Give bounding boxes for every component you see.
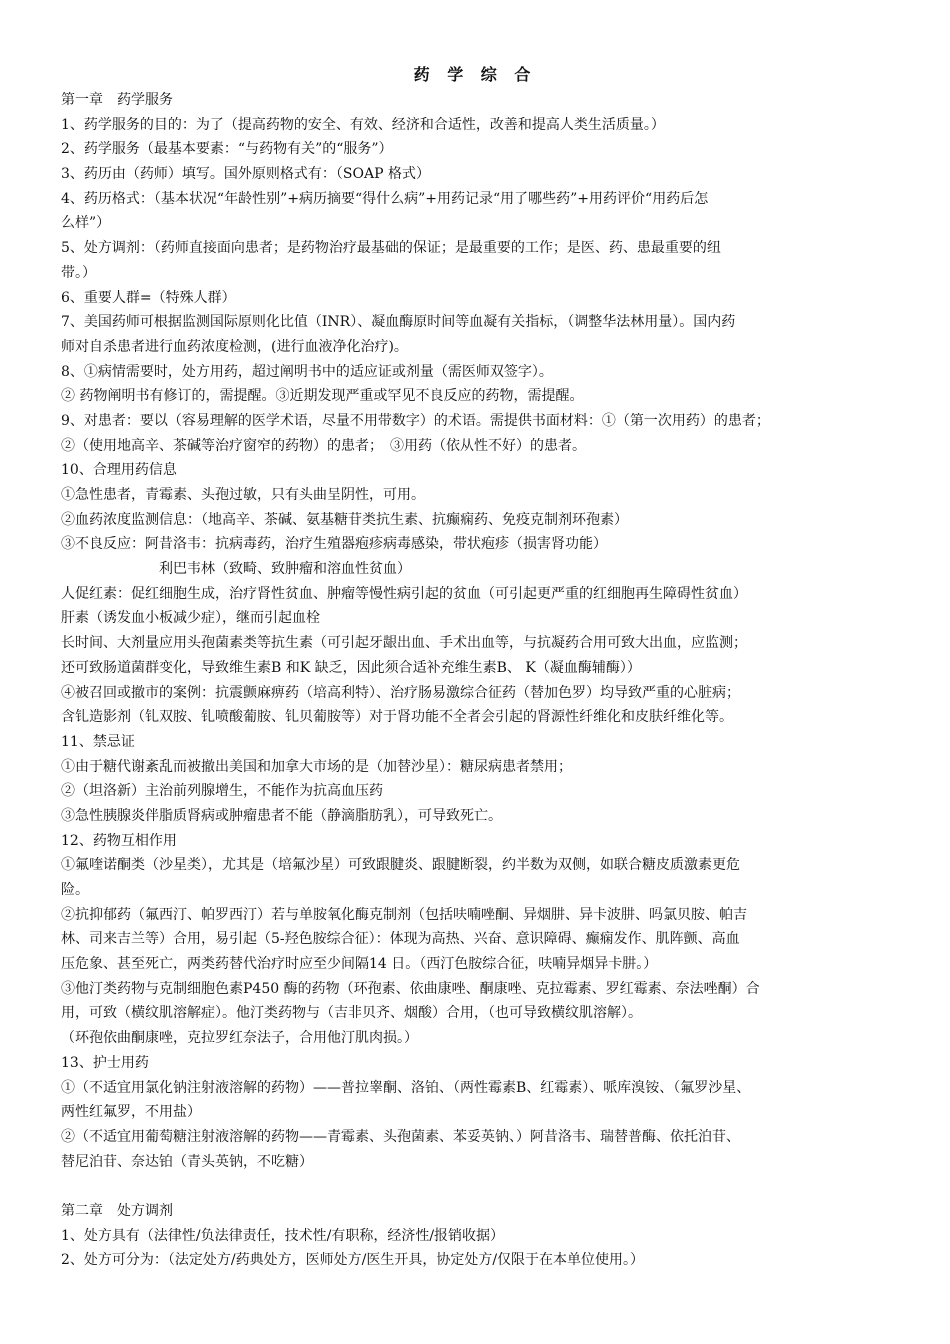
text-line: 第一章 药学服务 [61,92,173,108]
text-line: 10、合理用药信息 [61,462,177,479]
text-line: 2、处方可分为：（法定处方/药典处方，医师处方/医生开具，协定处方/仅限于在本单位使用。） [61,1252,645,1269]
text-line: （环孢依曲酮康唑，克拉罗红奈法子，合用他汀肌肉损。） [61,1030,418,1047]
text-line: ②（坦洛新）主治前列腺增生，不能作为抗高血压药 [61,783,383,800]
text-line: 第二章 处方调剂 [61,1202,173,1219]
blank-line [61,1174,901,1199]
text-line: 师对自杀患者进行血药浓度检测，(进行血液净化治疗)。 [61,338,408,355]
text-line: 肝素（诱发血小板减少症），继而引起血栓 [61,610,320,627]
text-line: 11、禁忌证 [61,733,135,750]
text-line: ①（不适宜用氯化钠注射液溶解的药物）——普拉睾酮、洛铂、（两性霉素B、红霉素）、哌库溴铵、（氟罗沙星、 [61,1079,751,1096]
text-line: 带。） [61,264,96,281]
text-line: 1、处方具有（法律性/负法律责任，技术性/有职称，经济性/报销收据） [61,1227,505,1244]
text-line: ③急性胰腺炎伴脂质肾病或肿瘤患者不能（静滴脂肪乳），可导致死亡。 [61,807,502,824]
text-line: 利巴韦林（致畸、致肿瘤和溶血性贫血） [159,561,411,578]
text-line: 12、药物互相作用 [61,832,177,849]
text-line: 1、药学服务的目的：为了（提高药物的安全、有效、经济和合适性，改善和提高人类生活质量。） [61,116,665,133]
text-line: 长时间、大剂量应用头孢菌素类等抗生素（可引起牙龈出血、手术出血等，与抗凝药合用可致大出血，应监测； [61,635,747,652]
text-line: 林、司来吉兰等）合用，易引起（5-羟色胺综合征）：体现为高热、兴奋、意识障碍、癫痫发作、肌阵颤、高血 [61,931,740,948]
text-line: ①急性患者，青霉素、头孢过敏，只有头曲呈阴性，可用。 [61,487,425,503]
text-line: ①氟喹诺酮类（沙星类），尤其是（培氟沙星）可致跟腱炎、跟腱断裂，约半数为双侧，如联合糖皮质激素更危 [61,857,740,874]
document-body [61,88,901,1273]
text-line: ③他汀类药物与克制细胞色素P450 酶的药物（环孢素、依曲康唑、酮康唑、克拉霉素、罗红霉素、奈法唑酮）合 [61,980,760,997]
text-line: 替尼泊苷、奈达铂（青头英钠，不吃糖） [61,1153,313,1170]
text-line: 么样”） [61,215,111,232]
text-line: 险。 [61,882,89,898]
text-line: 人促红素：促红细胞生成，治疗肾性贫血、肿瘤等慢性病引起的贫血（可引起更严重的红细胞再生障碍性贫血） [61,585,747,602]
text-line: 用，可致（横纹肌溶解症）。他汀类药物与（吉非贝齐、烟酸）合用，（也可导致横纹肌溶解）。 [61,1005,642,1022]
text-line: 还可致肠道菌群变化，导致维生素B 和K 缺乏，因此须合适补充维生素B、 K（凝血酶辅酶）） [61,659,641,676]
text-line: 13、护士用药 [61,1054,149,1071]
text-line: ①由于糖代谢紊乱而被撤出美国和加拿大市场的是（加替沙星）：糖尿病患者禁用； [61,758,572,775]
text-line: ②血药浓度监测信息：（地高辛、茶碱、氨基糖苷类抗生素、抗癫痫药、免疫克制剂环孢素） [61,511,628,528]
text-line: 两性红氟罗，不用盐） [61,1104,201,1121]
text-line: 3、药历由（药师）填写。国外原则格式有：（SOAP 格式） [61,166,430,183]
text-line: ② 药物阐明书有修订的，需提醒。③近期发现严重或罕见不良反应的药物，需提醒。 [61,388,584,405]
document-title: 药 学 综 合 [413,65,537,84]
text-line: ②抗抑郁药（氟西汀、帕罗西汀）若与单胺氧化酶克制剂（包括呋喃唑酮、异烟肼、异卡波肼、吗氯贝胺、帕吉 [61,906,747,923]
text-line: ④被召回或撤市的案例：抗震颤麻痹药（培高利特）、治疗肠易激综合征药（替加色罗）均导致严重的心脏病； [61,684,740,701]
text-line: 5、处方调剂：（药师直接面向患者；是药物治疗最基础的保证；是最重要的工作；是医、药、患最重要的纽 [61,240,721,257]
text-line: 2、药学服务（最基本要素：“与药物有关”的“服务”） [61,141,393,158]
text-line: 8、①病情需要时，处方用药，超过阐明书中的适应证或剂量（需医师双签字）。 [61,363,553,380]
text-line: 压危象、甚至死亡，两类药替代治疗时应至少间隔14 日。（西汀色胺综合征，呋喃异烟异卡肼。） [61,956,658,973]
text-line: 含钆造影剂（钆双胺、钆喷酸葡胺、钆贝葡胺等）对于肾功能不全者会引起的肾源性纤维化和皮肤纤维化等。 [61,709,733,726]
text-line: 9、对患者：要以（容易理解的医学术语，尽量不用带数字）的术语。需提供书面材料：①（第一次用药）的患者； [61,412,770,429]
text-line: ②（不适宜用葡萄糖注射液溶解的药物——青霉素、头孢菌素、苯妥英钠、）阿昔洛韦、瑞替普酶、依托泊苷、 [61,1128,740,1145]
text-line: ③不良反应：阿昔洛韦：抗病毒药，治疗生殖器疱疹病毒感染，带状疱疹（损害肾功能） [61,536,607,553]
text-line: 6、重要人群=（特殊人群） [61,289,236,306]
text-line: 7、美国药师可根据监测国际原则化比值（INR）、凝血酶原时间等血凝有关指标，（调整华法林用量）。国内药 [61,314,736,331]
text-line: ②（使用地高辛、茶碱等治疗窗窄的药物）的患者； ③用药（依从性不好）的患者。 [61,437,586,454]
text-line: 4、药历格式：（基本状况“年龄性别”+病历摘要“得什么病”+用药记录“用了哪些药”+用药评价“用药后怎 [61,190,709,207]
